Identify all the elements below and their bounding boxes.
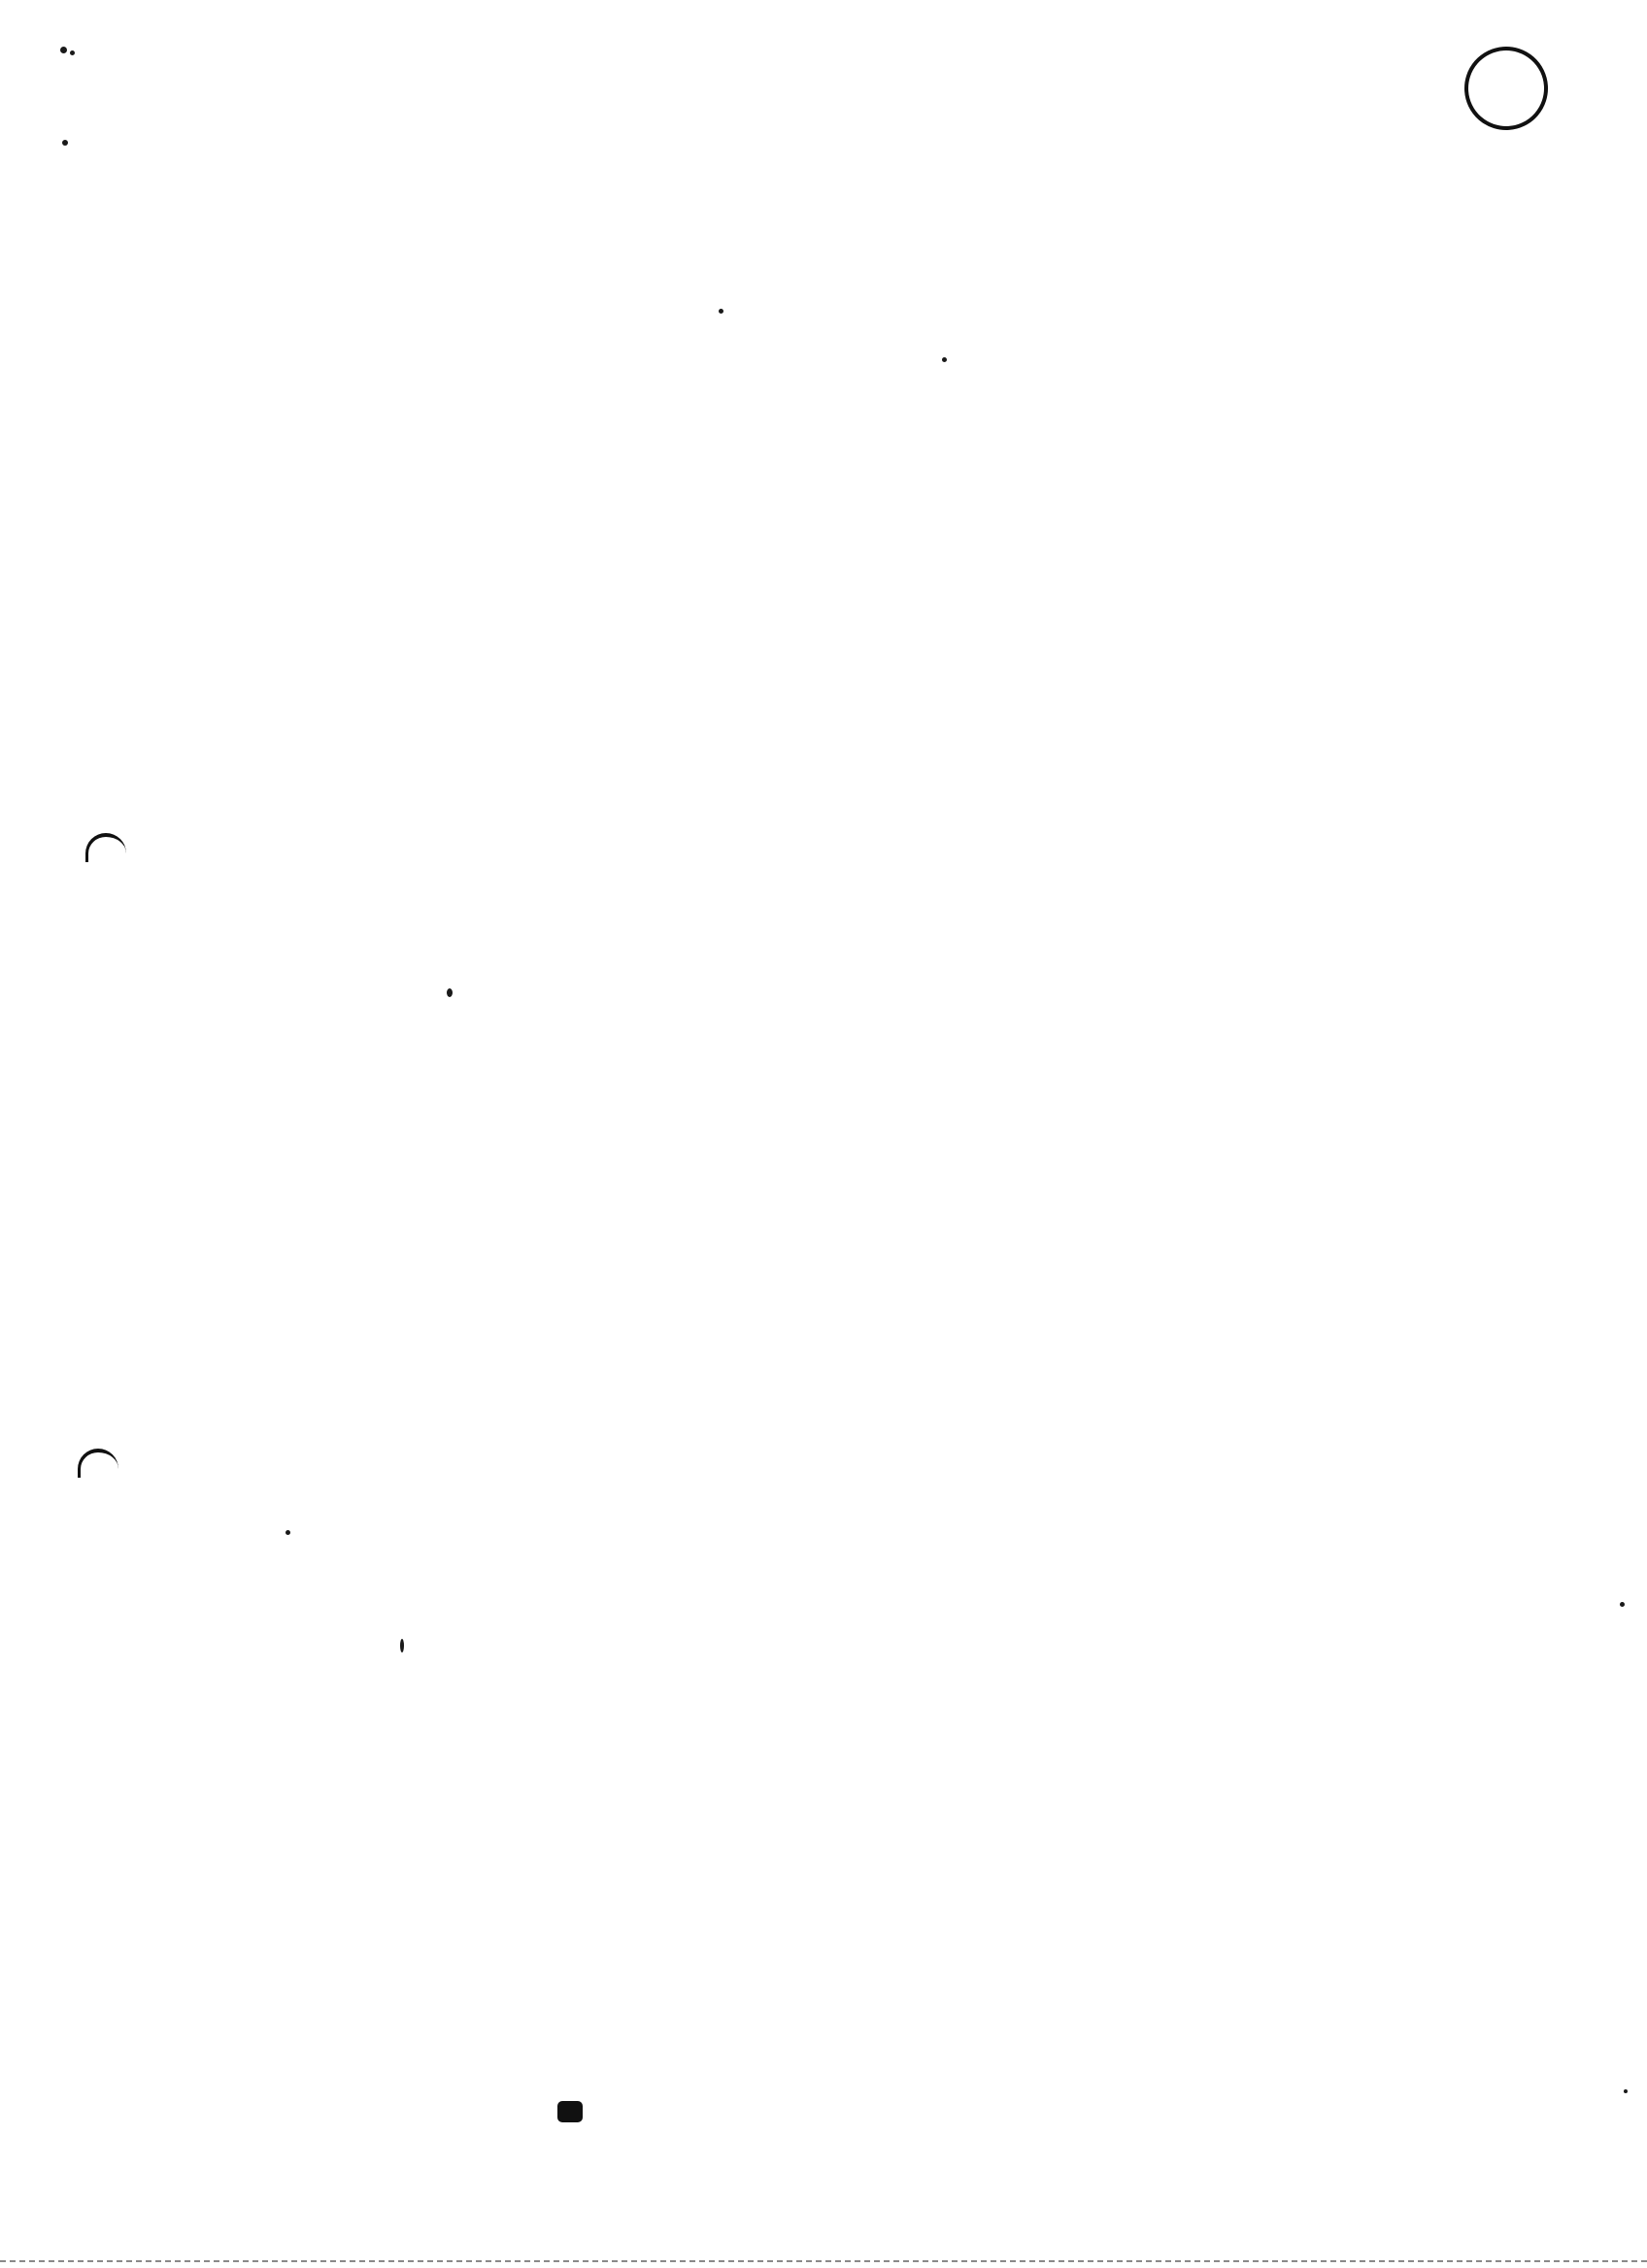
scan-speck (719, 309, 723, 314)
scan-speck (60, 47, 67, 53)
page-number (1462, 44, 1551, 133)
scan-speck (1624, 2089, 1628, 2093)
scan-speck (62, 140, 68, 146)
scan-speck (447, 988, 453, 997)
scan-speck (400, 1639, 404, 1652)
scan-speck (70, 50, 75, 55)
scan-speck (286, 1530, 290, 1535)
scan-artifact-arc (85, 833, 126, 862)
end-mark (557, 2101, 583, 2122)
page-bottom-rule (0, 2260, 1647, 2262)
scan-artifact-arc (78, 1449, 118, 1478)
scan-speck (942, 357, 947, 362)
scan-speck (1620, 1602, 1625, 1607)
